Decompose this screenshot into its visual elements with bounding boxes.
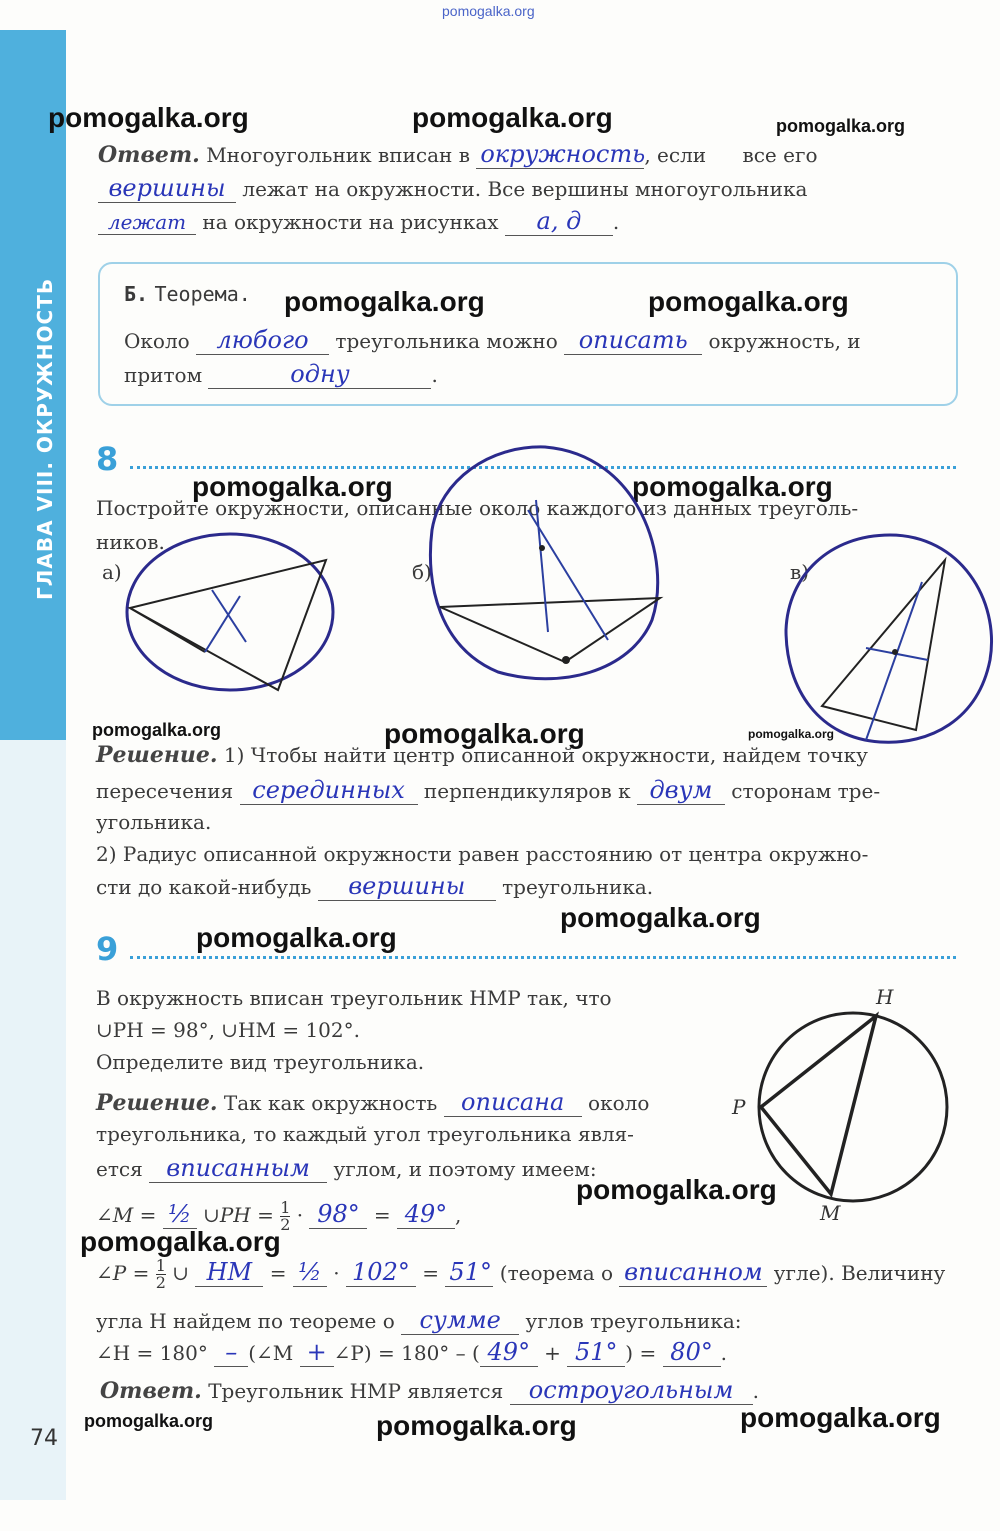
- text: ∠P =: [96, 1261, 150, 1285]
- text: углов треугольника:: [525, 1309, 742, 1333]
- handwritten-answer: 51°: [567, 1338, 625, 1367]
- handwritten-answer: одну: [208, 360, 431, 389]
- task9-answer-line: [100, 1376, 759, 1405]
- text: Так как окружность: [223, 1091, 438, 1115]
- text: угле). Величину: [773, 1261, 946, 1285]
- handwritten-answer: двум: [637, 776, 725, 805]
- task9-solution-line2: треугольника, то каждый угол треугольника явля-: [96, 1122, 634, 1146]
- watermark: pomogalka.org: [748, 727, 835, 741]
- equation-angle-p: [96, 1258, 945, 1291]
- watermark: pomogalka.org: [48, 102, 249, 133]
- fraction-numerator: 1: [280, 1198, 291, 1217]
- text: .: [612, 210, 620, 234]
- text: ∪: [172, 1261, 190, 1285]
- text: , если: [644, 143, 707, 167]
- solution-label: Решение.: [96, 742, 218, 768]
- handwritten-answer: вершины: [98, 174, 236, 203]
- triangle-hmp: [761, 1016, 876, 1194]
- watermark: pomogalka.org: [648, 286, 849, 317]
- equation-angle-h: [96, 1338, 727, 1367]
- handwritten-answer: вершины: [318, 872, 496, 901]
- text: ется: [96, 1157, 143, 1181]
- text: (∠M: [248, 1341, 294, 1365]
- figure-b: [430, 447, 660, 679]
- watermark: pomogalka.org: [576, 1174, 777, 1205]
- handwritten-answer: сумме: [401, 1306, 519, 1335]
- task-number: 9: [96, 930, 119, 968]
- handwritten-answer: окружность: [476, 140, 644, 169]
- triangle-c: [822, 560, 945, 730]
- watermark: pomogalka.org: [384, 718, 585, 749]
- handwritten-answer: 80°: [663, 1338, 721, 1367]
- handwritten-answer: лежат: [98, 210, 196, 235]
- task8-solution-line5: [96, 872, 653, 901]
- task9-solution-line4: [96, 1306, 742, 1335]
- vertex-label-p: P: [732, 1095, 746, 1119]
- text: угла H найдем по теореме о: [96, 1309, 395, 1333]
- task8-text-line1: Постройте окружности, описанные около каждого из данных треуголь-: [96, 496, 859, 520]
- text: (теорема о: [499, 1261, 614, 1285]
- task-divider: [130, 956, 956, 959]
- watermark: pomogalka.org: [80, 1226, 281, 1257]
- fraction-numerator: 1: [155, 1256, 166, 1275]
- text: пересечения: [96, 779, 234, 803]
- watermark: pomogalka.org: [92, 720, 222, 740]
- figure-c: [786, 535, 992, 742]
- text: ∠M =: [96, 1203, 157, 1227]
- theorem-title: Теорема.: [154, 282, 251, 306]
- vertex-label-m: M: [820, 1201, 841, 1225]
- handwritten-answer: +: [300, 1338, 334, 1367]
- watermark: pomogalka.org: [560, 902, 761, 933]
- text: ·: [296, 1203, 304, 1227]
- text: .: [752, 1379, 759, 1403]
- text: все его: [742, 143, 818, 167]
- handwritten-answer: вписанном: [619, 1258, 767, 1287]
- watermark: pomogalka.org: [740, 1402, 941, 1433]
- text: окружность, и: [708, 329, 861, 353]
- equation-angle-m: [96, 1200, 461, 1233]
- handwritten-answer: 51°: [445, 1258, 493, 1287]
- watermark: pomogalka.org: [376, 1410, 577, 1441]
- text: ∪PH =: [203, 1203, 274, 1227]
- text: =: [269, 1261, 287, 1285]
- task8-solution-line4: 2) Радиус описанной окружности равен расстоянию от центра окружно-: [96, 842, 869, 866]
- handwritten-answer: серединных: [240, 776, 418, 805]
- task9-figure: [720, 980, 970, 1230]
- text: треугольника можно: [335, 329, 558, 353]
- chapter-title: ГЛАВА VIII. ОКРУЖНОСТЬ: [33, 277, 57, 600]
- text: перпендикуляров к: [423, 779, 631, 803]
- figure-label-b: б): [412, 560, 432, 584]
- text: +: [544, 1341, 561, 1365]
- handwritten-answer: любого: [196, 326, 329, 355]
- text: .: [720, 1341, 727, 1365]
- watermark: pomogalka.org: [84, 1411, 214, 1431]
- text: 1) Чтобы найти центр описанной окружности, найдем точку: [223, 743, 868, 767]
- watermark: pomogalka.org: [284, 286, 485, 317]
- handwritten-answer: 49°: [480, 1338, 538, 1367]
- watermark: pomogalka.org: [192, 471, 393, 502]
- handwritten-answer: ½: [163, 1200, 197, 1229]
- text: =: [373, 1203, 391, 1227]
- text: сти до какой-нибудь: [96, 875, 312, 899]
- theorem-label: Б.: [124, 282, 149, 306]
- solution-label: Решение.: [96, 1090, 218, 1116]
- watermark: pomogalka.org: [632, 471, 833, 502]
- text: притом: [124, 363, 203, 387]
- fraction: [280, 1200, 290, 1233]
- handwritten-answer: –: [214, 1338, 248, 1367]
- handwritten-answer: а, д: [505, 207, 613, 236]
- text: ∠H = 180°: [96, 1341, 208, 1365]
- task9-solution-line1: [96, 1088, 649, 1117]
- fraction-denominator: 2: [155, 1273, 166, 1292]
- handwritten-answer: 49°: [397, 1200, 455, 1229]
- page-number: 74: [30, 1426, 58, 1451]
- figure-label-a: а): [102, 560, 122, 584]
- handwritten-answer: описана: [444, 1088, 582, 1117]
- handwritten-answer: ½: [293, 1258, 327, 1287]
- handwritten-answer: вписанным: [149, 1154, 327, 1183]
- task-number: 8: [96, 440, 119, 478]
- text: ·: [333, 1261, 340, 1285]
- text: углом, и поэтому имеем:: [333, 1157, 597, 1181]
- task8-solution-line2: [96, 776, 880, 805]
- text: лежат на окружности. Все вершины многоугольника: [242, 177, 808, 201]
- fraction: [156, 1258, 166, 1291]
- answer-label: Ответ.: [100, 1378, 202, 1404]
- circumcircle-b: [430, 447, 657, 679]
- task9-solution-line3: [96, 1154, 597, 1183]
- text: на окружности на рисунках: [202, 210, 499, 234]
- task9-text-line1: В окружность вписан треугольник HMP так, что: [96, 986, 612, 1010]
- figure-a: [127, 534, 333, 690]
- text: ) =: [625, 1341, 657, 1365]
- handwritten-answer: HM: [195, 1258, 263, 1287]
- handwritten-answer: описать: [564, 326, 702, 355]
- vertex-label-h: H: [876, 985, 894, 1009]
- text: Многоугольник вписан в: [206, 143, 470, 167]
- figure-label-c: в): [790, 560, 810, 584]
- text: Треугольник HMP является: [208, 1379, 504, 1403]
- answer-label: Ответ.: [98, 142, 200, 168]
- text: сторонам тре-: [731, 779, 881, 803]
- task9-text-line3: Определите вид треугольника.: [96, 1050, 425, 1074]
- task8-solution-line1: [96, 742, 868, 768]
- watermark: pomogalka.org: [776, 116, 906, 136]
- handwritten-answer: остроугольным: [510, 1376, 753, 1405]
- handwritten-answer: 98°: [309, 1200, 367, 1229]
- text: ,: [454, 1203, 462, 1227]
- text: треугольника.: [502, 875, 654, 899]
- text: .: [431, 363, 438, 387]
- fraction-denominator: 2: [280, 1215, 291, 1234]
- task8-text-line2: ников.: [96, 530, 165, 554]
- handwritten-answer: 102°: [346, 1258, 416, 1287]
- task8-solution-line3: угольника.: [96, 810, 212, 834]
- watermark: pomogalka.org: [196, 922, 397, 953]
- watermark: pomogalka.org: [412, 102, 613, 133]
- text: =: [422, 1261, 440, 1285]
- watermark-top: pomogalka.org: [442, 3, 535, 19]
- text: Около: [124, 329, 190, 353]
- text: около: [588, 1091, 650, 1115]
- task9-text-line2: ∪PH = 98°, ∪HM = 102°.: [96, 1018, 360, 1042]
- text: ∠P) = 180° – (: [333, 1341, 480, 1365]
- circumcircle-c: [786, 535, 992, 742]
